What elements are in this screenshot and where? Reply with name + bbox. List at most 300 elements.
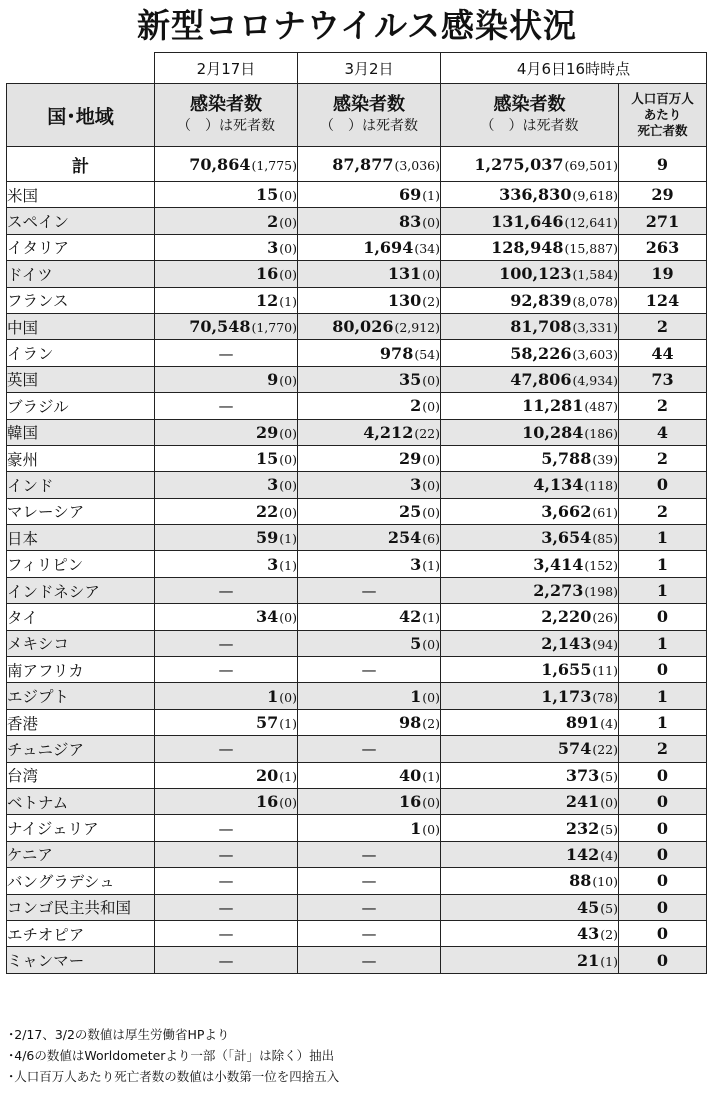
- apr6-cell: [441, 525, 619, 551]
- table-row: [7, 234, 707, 260]
- table-row: [7, 604, 707, 630]
- feb17-cell: [155, 208, 298, 234]
- per-million-value: 0: [619, 762, 707, 788]
- feb17-cases: 16: [256, 792, 279, 812]
- apr6-cell: [441, 894, 619, 920]
- apr6-cell: [441, 815, 619, 841]
- apr6-cases: 92,839: [510, 290, 572, 310]
- table-row: [7, 709, 707, 735]
- apr6-cases: 1,655: [541, 660, 592, 680]
- apr6-cell: [441, 577, 619, 603]
- feb17-deaths: (1): [279, 531, 297, 547]
- apr6-cell: [441, 287, 619, 313]
- apr6-cell: [441, 683, 619, 709]
- mar2-cell: [298, 657, 441, 683]
- table-row: [7, 393, 707, 419]
- apr6-cell: [441, 261, 619, 287]
- per-million-value: 0: [619, 947, 707, 973]
- per-million-value: 263: [619, 234, 707, 260]
- apr6-deaths: (9,618): [572, 188, 618, 204]
- region-name: ドイツ: [7, 261, 155, 287]
- table-row: [7, 525, 707, 551]
- per-million-header-line: 死亡者数: [637, 123, 688, 138]
- region-name: ベトナム: [7, 788, 155, 814]
- mar2-cell: [298, 472, 441, 498]
- mar2-cell: [298, 709, 441, 735]
- apr6-cell: [441, 445, 619, 471]
- per-million-value: 1: [619, 577, 707, 603]
- mar2-deaths: (2): [422, 716, 440, 731]
- region-header-label: 国･地域: [47, 105, 114, 128]
- table-row: [7, 472, 707, 498]
- table-row: [7, 313, 707, 339]
- mar2-deaths: (1): [422, 188, 440, 204]
- feb17-deaths: (0): [279, 267, 297, 283]
- table-row: [7, 920, 707, 946]
- footnotes: [8, 1024, 339, 1087]
- apr6-deaths: (8,078): [572, 293, 618, 309]
- date-header-mar2: 3月2日: [298, 53, 441, 84]
- apr6-cases: 100,123: [499, 264, 572, 284]
- apr6-deaths: (26): [592, 610, 618, 626]
- mar2-cell: [298, 815, 441, 841]
- feb17-cases: 22: [256, 501, 279, 521]
- feb17-cell: [155, 894, 298, 920]
- mar2-deaths: (0): [422, 795, 440, 811]
- mar2-cases: 1: [410, 686, 422, 706]
- mar2-cases: 978: [379, 343, 414, 363]
- per-million-value: 44: [619, 340, 707, 366]
- total-row: [7, 147, 707, 182]
- region-name: フィリピン: [7, 551, 155, 577]
- region-name: マレーシア: [7, 498, 155, 524]
- mar2-cell: [298, 762, 441, 788]
- per-million-value: 0: [619, 472, 707, 498]
- mar2-cell: [298, 577, 441, 603]
- region-name: 南アフリカ: [7, 657, 155, 683]
- region-name: ミャンマー: [7, 947, 155, 973]
- region-name: イラン: [7, 340, 155, 366]
- feb17-cases: 3: [267, 237, 279, 257]
- apr6-cell: [441, 788, 619, 814]
- total-mar2-deaths: (3,036): [394, 157, 440, 173]
- deaths-note-label: （ ）は死者数: [480, 118, 579, 134]
- feb17-cell: [155, 920, 298, 946]
- apr6-cell: [441, 709, 619, 735]
- feb17-deaths: (0): [279, 214, 297, 230]
- apr6-cell: [441, 366, 619, 392]
- mar2-cases: 3: [410, 475, 422, 495]
- mar2-deaths: (2): [422, 293, 440, 309]
- feb17-cases: 70,548: [189, 317, 251, 337]
- mar2-cell: [298, 604, 441, 630]
- mar2-cell: [298, 234, 441, 260]
- mar2-deaths: (22): [414, 425, 440, 441]
- feb17-cell: [155, 261, 298, 287]
- apr6-cell: [441, 947, 619, 973]
- apr6-cell: [441, 868, 619, 894]
- mar2-deaths: (34): [414, 240, 440, 256]
- mar2-cell: [298, 313, 441, 339]
- apr6-cases: 373: [565, 765, 600, 785]
- feb17-cell: [155, 551, 298, 577]
- table-row: [7, 815, 707, 841]
- table-row: [7, 841, 707, 867]
- total-mar2-cases: 87,877: [332, 154, 394, 174]
- mar2-deaths: (54): [414, 346, 440, 362]
- apr6-deaths: (78): [592, 689, 618, 705]
- apr6-cases: 3,414: [533, 554, 584, 574]
- total-feb17-cell: [155, 147, 298, 182]
- feb17-cell: [155, 393, 298, 419]
- mar2-deaths: (0): [422, 372, 440, 388]
- no-data-dash: —: [218, 819, 234, 838]
- apr6-cases: 81,708: [510, 317, 572, 337]
- no-data-dash: —: [218, 845, 234, 864]
- apr6-deaths: (186): [584, 425, 618, 441]
- feb17-deaths: (1): [279, 716, 297, 731]
- apr6-deaths: (15,887): [564, 240, 618, 256]
- apr6-cases: 232: [565, 818, 600, 838]
- region-name: 米国: [7, 182, 155, 208]
- feb17-deaths: (1,770): [251, 320, 297, 336]
- mar2-deaths: (0): [422, 399, 440, 415]
- region-name: バングラデシュ: [7, 868, 155, 894]
- feb17-cases: 3: [267, 475, 279, 495]
- feb17-cases: 3: [267, 554, 279, 574]
- feb17-deaths: (0): [279, 425, 297, 441]
- table-row: [7, 683, 707, 709]
- mar2-cases: 29: [399, 449, 422, 469]
- no-data-dash: —: [361, 925, 377, 944]
- feb17-cell: [155, 657, 298, 683]
- feb17-deaths: (1): [279, 557, 297, 573]
- feb17-deaths: (0): [279, 240, 297, 256]
- mar2-cell: [298, 287, 441, 313]
- feb17-cell: [155, 182, 298, 208]
- per-million-value: 4: [619, 419, 707, 445]
- apr6-cases: 21: [577, 950, 600, 970]
- region-name: 豪州: [7, 445, 155, 471]
- apr6-deaths: (94): [592, 636, 618, 652]
- per-million-value: 271: [619, 208, 707, 234]
- mar2-cases: 2: [410, 396, 422, 416]
- apr6-deaths: (61): [592, 504, 618, 520]
- apr6-cell: [441, 604, 619, 630]
- total-apr6-cases: 1,275,037: [474, 154, 564, 174]
- apr6-deaths: (5): [600, 900, 618, 916]
- feb17-cell: [155, 419, 298, 445]
- feb17-cell: [155, 762, 298, 788]
- mar2-cases: 3: [410, 554, 422, 574]
- per-million-value: 19: [619, 261, 707, 287]
- mar2-cases: 5: [410, 633, 422, 653]
- apr6-cell: [441, 630, 619, 656]
- per-million-header-line: 人口百万人: [631, 91, 694, 106]
- cases-header-label: 感染者数: [493, 94, 566, 115]
- apr6-deaths: (4): [600, 847, 618, 863]
- no-data-dash: —: [361, 740, 377, 759]
- mar2-cases: 42: [399, 607, 422, 627]
- mar2-cases: 130: [387, 290, 422, 310]
- mar2-cases: 69: [399, 185, 422, 205]
- apr6-deaths: (118): [584, 478, 618, 494]
- apr6-deaths: (0): [600, 795, 618, 811]
- region-name: 日本: [7, 525, 155, 551]
- mar2-cases: 80,026: [332, 317, 394, 337]
- date-header-blank: [7, 53, 155, 84]
- mar2-cell: [298, 630, 441, 656]
- per-million-value: 2: [619, 313, 707, 339]
- mar2-cases: 16: [399, 792, 422, 812]
- deaths-note-label: （ ）は死者数: [320, 118, 418, 134]
- per-million-value: 1: [619, 683, 707, 709]
- no-data-dash: —: [218, 740, 234, 759]
- per-million-value: 1: [619, 551, 707, 577]
- apr6-cell: [441, 657, 619, 683]
- apr6-deaths: (12,641): [564, 214, 618, 230]
- feb17-cell: [155, 736, 298, 762]
- region-name: ケニア: [7, 841, 155, 867]
- feb17-cases: 29: [256, 422, 279, 442]
- apr6-cases: 2,273: [533, 581, 584, 601]
- apr6-cases: 336,830: [499, 185, 572, 205]
- cases-header-feb17: [155, 84, 298, 147]
- mar2-deaths: (0): [422, 214, 440, 230]
- apr6-deaths: (3,331): [572, 320, 618, 336]
- no-data-dash: —: [361, 898, 377, 917]
- total-apr6-deaths: (69,501): [564, 157, 618, 173]
- region-name: ナイジェリア: [7, 815, 155, 841]
- apr6-cases: 45: [577, 897, 600, 917]
- feb17-deaths: (0): [279, 372, 297, 388]
- mar2-cases: 25: [399, 501, 422, 521]
- feb17-cases: 9: [267, 369, 279, 389]
- feb17-cases: 34: [256, 607, 279, 627]
- mar2-cases: 131: [387, 264, 422, 284]
- feb17-deaths: (0): [279, 478, 297, 494]
- mar2-deaths: (0): [422, 267, 440, 283]
- mar2-cell: [298, 894, 441, 920]
- apr6-cell: [441, 736, 619, 762]
- apr6-cases: 3,662: [541, 501, 592, 521]
- apr6-cell: [441, 234, 619, 260]
- per-million-value: 0: [619, 868, 707, 894]
- cases-header-apr6: [441, 84, 619, 147]
- region-name: ブラジル: [7, 393, 155, 419]
- region-name: コンゴ民主共和国: [7, 894, 155, 920]
- feb17-cases: 12: [256, 290, 279, 310]
- table-row: [7, 182, 707, 208]
- region-name: タイ: [7, 604, 155, 630]
- table-row: [7, 208, 707, 234]
- feb17-cell: [155, 313, 298, 339]
- footnote: ･2/17、3/2の数値は厚生労働省HPより: [8, 1027, 230, 1042]
- region-name: 英国: [7, 366, 155, 392]
- apr6-cases: 4,134: [533, 475, 584, 495]
- apr6-cases: 1,173: [541, 686, 592, 706]
- mar2-cases: 1,694: [363, 237, 414, 257]
- page-title: 新型コロナウイルス感染状況: [136, 6, 578, 45]
- mar2-deaths: (1): [422, 610, 440, 626]
- table-row: [7, 287, 707, 313]
- mar2-cases: 4,212: [363, 422, 414, 442]
- table-row: [7, 762, 707, 788]
- region-name: フランス: [7, 287, 155, 313]
- mar2-deaths: (0): [422, 504, 440, 520]
- apr6-cases: 891: [565, 713, 600, 732]
- feb17-cases: 20: [256, 765, 279, 785]
- infection-table: [6, 52, 707, 974]
- region-name: インドネシア: [7, 577, 155, 603]
- table-row: [7, 894, 707, 920]
- apr6-cell: [441, 551, 619, 577]
- apr6-deaths: (22): [592, 742, 618, 758]
- apr6-deaths: (10): [592, 874, 618, 890]
- feb17-cell: [155, 234, 298, 260]
- per-million-value: 73: [619, 366, 707, 392]
- date-header-apr6: 4月6日16時時点: [441, 53, 707, 84]
- mar2-deaths: (0): [422, 478, 440, 494]
- feb17-cases: 57: [256, 713, 279, 732]
- apr6-cell: [441, 340, 619, 366]
- apr6-cases: 574: [557, 739, 592, 759]
- apr6-cell: [441, 182, 619, 208]
- per-million-value: 0: [619, 920, 707, 946]
- total-per-million: 9: [619, 147, 707, 182]
- apr6-deaths: (1,584): [572, 267, 618, 283]
- column-header-row: [7, 84, 707, 147]
- table-row: [7, 419, 707, 445]
- table-row: [7, 340, 707, 366]
- apr6-cell: [441, 920, 619, 946]
- table-row: [7, 788, 707, 814]
- feb17-cell: [155, 525, 298, 551]
- apr6-deaths: (5): [600, 768, 618, 784]
- no-data-dash: —: [361, 951, 377, 970]
- apr6-deaths: (5): [600, 821, 618, 837]
- no-data-dash: —: [361, 872, 377, 891]
- no-data-dash: —: [218, 582, 234, 601]
- no-data-dash: —: [361, 661, 377, 680]
- region-name: メキシコ: [7, 630, 155, 656]
- feb17-cell: [155, 498, 298, 524]
- per-million-value: 0: [619, 604, 707, 630]
- feb17-cases: 1: [267, 686, 279, 706]
- mar2-cell: [298, 525, 441, 551]
- per-million-header-line: あたり: [643, 107, 682, 122]
- mar2-deaths: (2,912): [394, 320, 440, 336]
- no-data-dash: —: [218, 344, 234, 363]
- feb17-deaths: (0): [279, 610, 297, 626]
- feb17-cell: [155, 841, 298, 867]
- no-data-dash: —: [218, 951, 234, 970]
- total-feb17-cases: 70,864: [189, 154, 251, 174]
- apr6-cases: 128,948: [491, 237, 564, 257]
- region-name: エチオピア: [7, 920, 155, 946]
- total-mar2-cell: [298, 147, 441, 182]
- apr6-cases: 241: [565, 792, 600, 812]
- mar2-cell: [298, 868, 441, 894]
- feb17-cell: [155, 815, 298, 841]
- per-million-value: 2: [619, 736, 707, 762]
- feb17-cell: [155, 788, 298, 814]
- per-million-header: [619, 84, 707, 147]
- per-million-value: 0: [619, 841, 707, 867]
- feb17-cell: [155, 366, 298, 392]
- table-row: [7, 445, 707, 471]
- per-million-value: 0: [619, 815, 707, 841]
- cases-header-mar2: [298, 84, 441, 147]
- feb17-deaths: (0): [279, 452, 297, 468]
- feb17-deaths: (1): [279, 293, 297, 309]
- table-row: [7, 736, 707, 762]
- total-apr6-cell: [441, 147, 619, 182]
- mar2-cell: [298, 208, 441, 234]
- date-header-row: [7, 53, 707, 84]
- apr6-cell: [441, 393, 619, 419]
- feb17-deaths: (0): [279, 795, 297, 811]
- total-feb17-deaths: (1,775): [251, 157, 297, 173]
- mar2-deaths: (0): [422, 452, 440, 468]
- apr6-deaths: (1): [600, 953, 618, 969]
- feb17-deaths: (0): [279, 188, 297, 204]
- region-name: スペイン: [7, 208, 155, 234]
- no-data-dash: —: [218, 898, 234, 917]
- mar2-deaths: (0): [422, 636, 440, 652]
- per-million-value: 2: [619, 445, 707, 471]
- apr6-cases: 58,226: [510, 343, 572, 363]
- feb17-cell: [155, 683, 298, 709]
- apr6-cases: 47,806: [510, 369, 572, 389]
- feb17-cases: 59: [256, 528, 279, 548]
- feb17-cases: 16: [256, 264, 279, 284]
- no-data-dash: —: [218, 925, 234, 944]
- per-million-value: 124: [619, 287, 707, 313]
- mar2-cases: 40: [399, 765, 422, 785]
- apr6-deaths: (11): [592, 663, 618, 679]
- mar2-cell: [298, 340, 441, 366]
- apr6-deaths: (487): [584, 399, 618, 415]
- mar2-cell: [298, 841, 441, 867]
- apr6-cases: 3,654: [541, 528, 592, 548]
- table-row: [7, 551, 707, 577]
- apr6-cases: 5,788: [541, 449, 592, 469]
- date-header-feb17: 2月17日: [155, 53, 298, 84]
- apr6-cases: 11,281: [522, 396, 584, 416]
- per-million-value: 2: [619, 498, 707, 524]
- region-name: 香港: [7, 709, 155, 735]
- feb17-cell: [155, 445, 298, 471]
- feb17-cell: [155, 287, 298, 313]
- apr6-deaths: (152): [584, 557, 618, 573]
- apr6-cell: [441, 419, 619, 445]
- apr6-deaths: (85): [592, 531, 618, 547]
- feb17-cell: [155, 947, 298, 973]
- cases-header-label: 感染者数: [190, 94, 262, 115]
- table-row: [7, 868, 707, 894]
- apr6-cell: [441, 762, 619, 788]
- mar2-cell: [298, 920, 441, 946]
- no-data-dash: —: [361, 845, 377, 864]
- mar2-cell: [298, 419, 441, 445]
- apr6-deaths: (4,934): [572, 372, 618, 388]
- mar2-cell: [298, 366, 441, 392]
- region-name: 台湾: [7, 762, 155, 788]
- footnote: ･人口百万人あたり死亡者数の数値は小数第一位を四捨五入: [8, 1069, 340, 1084]
- apr6-cases: 43: [577, 924, 600, 944]
- feb17-deaths: (0): [279, 504, 297, 520]
